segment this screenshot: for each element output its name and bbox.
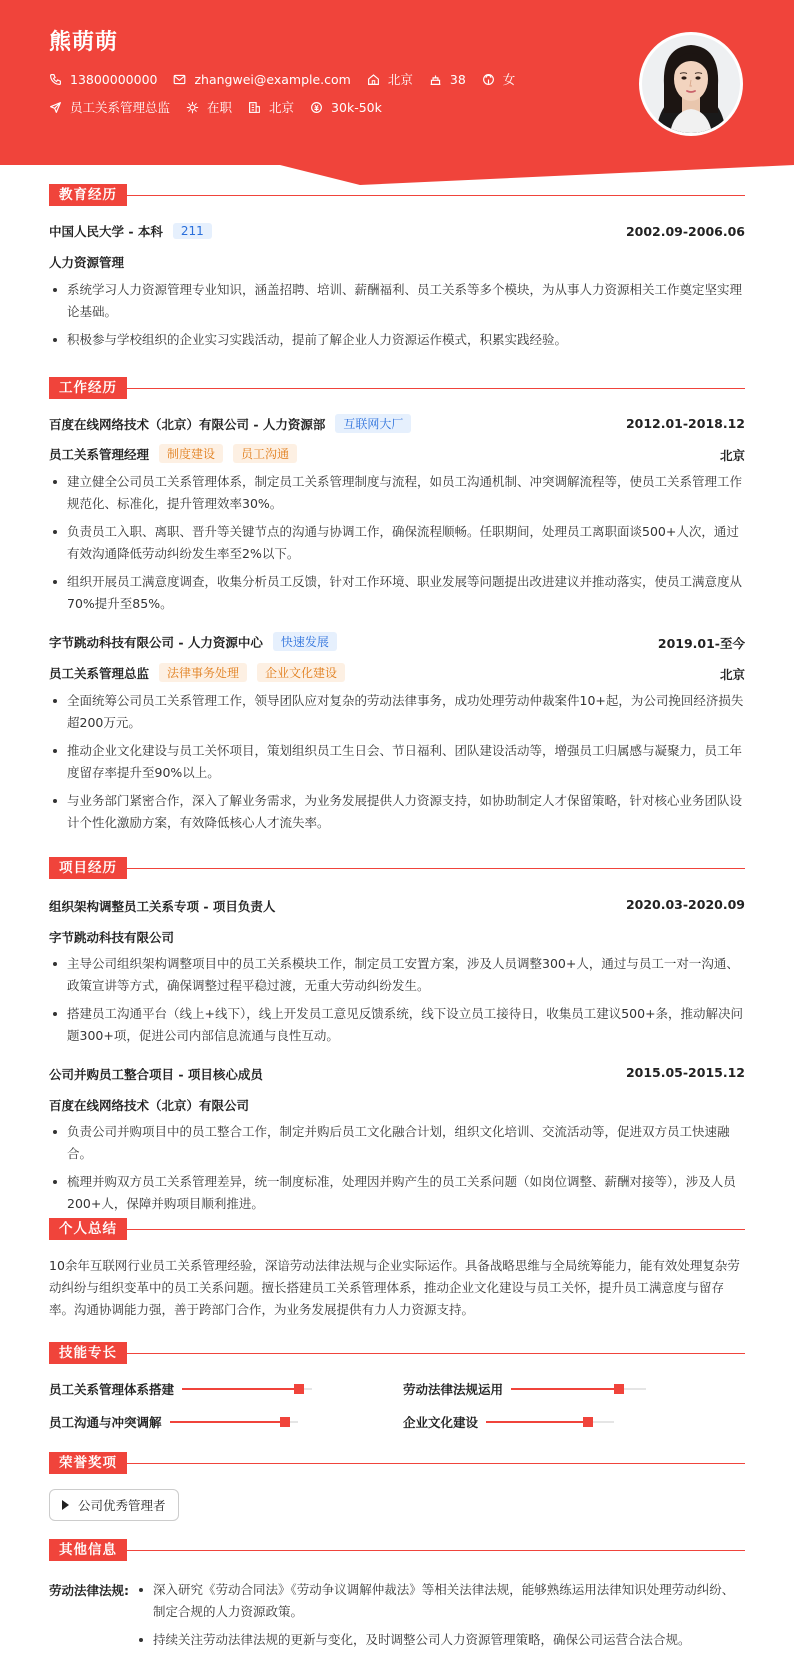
section-divider: [49, 1353, 745, 1354]
building-icon: [248, 101, 261, 114]
city-text: 北京: [387, 72, 413, 87]
skill-bar-knob: [614, 1384, 624, 1394]
company-badge: 快速发展: [273, 632, 337, 651]
section-title: 工作经历: [49, 377, 127, 399]
skill-tag: 员工沟通: [233, 444, 297, 463]
city-item: [367, 70, 413, 88]
phone-text: 13800000000: [70, 71, 158, 87]
skill-bar-knob: [294, 1384, 304, 1394]
skill-tag: 制度建设: [159, 444, 223, 463]
skill-tag: 企业文化建设: [257, 663, 345, 682]
section-divider: [49, 1463, 745, 1464]
work-bullets: [49, 690, 745, 840]
age-item: [429, 72, 466, 87]
work-location: 北京: [719, 448, 745, 463]
phone-icon: [49, 73, 62, 86]
age-text: 38: [449, 71, 466, 87]
target-city-text: 北京: [269, 100, 295, 115]
list-item: 组织开展员工满意度调查，收集分析员工反馈，针对工作环境、职业发展等问题提出改进建议并推动落实，使员工满意度从70%提升至85%。: [49, 571, 745, 615]
honor-label: 公司优秀管理者: [78, 1498, 166, 1513]
skill-name: 员工关系管理体系搭建: [49, 1382, 175, 1397]
list-item: 系统学习人力资源管理专业知识，涵盖招聘、培训、薪酬福利、员工关系等多个模块，为从事人力资源相关工作奠定坚实理论基础。: [49, 279, 745, 323]
skill-bar-fill: [511, 1388, 619, 1390]
work-date: 2019.01-至今: [657, 636, 745, 651]
list-item: 主导公司组织架构调整项目中的员工关系模块工作，制定员工安置方案，涉及人员调整300+人，通过与员工一对一沟通、政策宣讲等方式，确保调整过程平稳过渡，无重大劳动纠纷发生。: [49, 953, 745, 997]
work-company: [49, 632, 337, 651]
job-title: 员工关系管理经理: [49, 446, 150, 462]
education-school: [49, 222, 212, 240]
mail-icon: [173, 73, 186, 86]
list-item: 持续关注劳动法律法规的更新与变化，及时调整公司人力资源管理策略，确保公司运营合法合规。: [137, 1629, 745, 1651]
job-title: 员工关系管理总监: [49, 665, 150, 681]
triangle-icon: [62, 1500, 69, 1510]
work-company: [49, 414, 411, 433]
work-location: 北京: [719, 667, 745, 682]
section-summary: [49, 1218, 745, 1240]
section-other: [49, 1539, 745, 1561]
section-title: 荣誉奖项: [49, 1452, 127, 1474]
salary-item: [310, 100, 382, 115]
email-item: [173, 72, 350, 87]
section-education: [49, 184, 745, 206]
send-icon: [49, 101, 62, 114]
skill-bar-fill: [182, 1388, 299, 1390]
list-item: 深入研究《劳动合同法》《劳动争议调解仲裁法》等相关法律法规，能够熟练运用法律知识处理劳动纠纷、制定合规的人力资源政策。: [137, 1579, 745, 1623]
list-item: 搭建员工沟通平台（线上+线下），线上开发员工意见反馈系统，线下设立员工接待日，收集员工建议500+条，推动解决问题300+项，促进公司内部信息流通与良性互动。: [49, 1003, 745, 1047]
section-title: 其他信息: [49, 1539, 127, 1561]
skill-name: 劳动法律法规运用: [403, 1382, 504, 1397]
skill-bar-knob: [280, 1417, 290, 1427]
skill-name: 企业文化建设: [403, 1415, 479, 1430]
resume-header: [0, 0, 794, 165]
skill-item: [403, 1380, 646, 1398]
section-divider: [49, 195, 745, 196]
avatar: [639, 32, 743, 136]
other-bullets: [137, 1579, 745, 1657]
skill-tag: 法律事务处理: [159, 663, 247, 682]
section-skills: [49, 1342, 745, 1364]
position-text: 员工关系管理总监: [70, 100, 171, 115]
header-bottom-edge: [0, 165, 794, 185]
section-divider: [49, 388, 745, 389]
status-item: [186, 98, 232, 116]
candidate-name: 熊萌萌: [49, 30, 119, 55]
section-honors: [49, 1452, 745, 1474]
section-work: [49, 377, 745, 399]
section-divider: [49, 1550, 745, 1551]
education-bullets: [49, 279, 745, 357]
avatar-photo: [642, 35, 740, 133]
project-date: 2015.05-2015.12: [625, 1065, 745, 1080]
skill-bar: [182, 1388, 312, 1390]
home-icon: [367, 73, 380, 86]
section-title: 教育经历: [49, 184, 127, 206]
skill-bar: [486, 1421, 614, 1423]
skill-bar: [511, 1388, 646, 1390]
section-divider: [49, 1229, 745, 1230]
job-intent-row: [49, 98, 398, 116]
list-item: 全面统筹公司员工关系管理工作，领导团队应对复杂的劳动法律事务，成功处理劳动仲裁案件10+起，为公司挽回经济损失超200万元。: [49, 690, 745, 734]
other-label: 劳动法律法规:: [49, 1583, 129, 1598]
phone-item: [49, 72, 157, 87]
education-major: 人力资源管理: [49, 255, 125, 270]
list-item: 与业务部门紧密合作，深入了解业务需求，为业务发展提供人力资源支持，如协助制定人才保留策略，针对核心业务团队设计个性化激励方案，有效降低核心人才流失率。: [49, 790, 745, 834]
project-bullets: [49, 1121, 745, 1221]
portrait-illustration: [642, 35, 740, 133]
list-item: 推动企业文化建设与员工关怀项目，策划组织员工生日会、节日福利、团队建设活动等，增强员工归属感与凝聚力，员工年度留存率提升至90%以上。: [49, 740, 745, 784]
list-item: 负责员工入职、离职、晋升等关键节点的沟通与协调工作，确保流程顺畅。任职期间，处理员工离职面谈500+人次，通过有效沟通降低劳动纠纷发生率至2%以下。: [49, 521, 745, 565]
project-date: 2020.03-2020.09: [625, 897, 745, 912]
work-title: [49, 663, 345, 682]
list-item: 积极参与学校组织的企业实习实践活动，提前了解企业人力资源运作模式，积累实践经验。: [49, 329, 745, 351]
list-item: 负责公司并购项目中的员工整合工作，制定并购后员工文化融合计划，组织文化培训、交流活动等，促进双方员工快速融合。: [49, 1121, 745, 1165]
project-name: 公司并购员工整合项目 - 项目核心成员: [49, 1067, 263, 1082]
skill-item: [49, 1380, 312, 1398]
gender-text: 女: [502, 72, 516, 87]
work-date: 2012.01-2018.12: [625, 416, 745, 431]
age-icon: [429, 73, 442, 86]
skill-bar: [170, 1421, 298, 1423]
honor-item: [49, 1489, 179, 1521]
section-projects: [49, 857, 745, 879]
salary-text: 30k-50k: [331, 99, 382, 115]
skill-item: [49, 1413, 298, 1431]
skill-item: [403, 1413, 614, 1431]
project-company: 百度在线网络技术（北京）有限公司: [49, 1098, 250, 1113]
section-title: 技能专长: [49, 1342, 127, 1364]
company-name: 字节跳动科技有限公司 - 人力资源中心: [49, 634, 263, 650]
email-text: zhangwei@example.com: [194, 71, 351, 87]
target-city-item: [248, 98, 294, 116]
company-badge: 互联网大厂: [335, 414, 411, 433]
project-company: 字节跳动科技有限公司: [49, 930, 175, 945]
gender-icon: [482, 73, 495, 86]
contact-row: [49, 70, 531, 88]
status-icon: [186, 101, 199, 114]
position-item: [49, 98, 170, 116]
project-bullets: [49, 953, 745, 1053]
list-item: 梳理并购双方员工关系管理差异，统一制度标准，处理因并购产生的员工关系问题（如岗位调整、薪酬对接等），涉及人员200+人，保障并购项目顺利推进。: [49, 1171, 745, 1215]
school-name: 中国人民大学 - 本科: [49, 224, 163, 239]
company-name: 百度在线网络技术（北京）有限公司 - 人力资源部: [49, 416, 326, 432]
skill-bar-fill: [170, 1421, 285, 1423]
work-bullets: [49, 471, 745, 621]
section-title: 项目经历: [49, 857, 127, 879]
education-date: 2002.09-2006.06: [625, 224, 745, 239]
project-name: 组织架构调整员工关系专项 - 项目负责人: [49, 899, 276, 914]
skill-bar-knob: [583, 1417, 593, 1427]
school-badge: 211: [173, 223, 212, 239]
list-item: 建立健全公司员工关系管理体系，制定员工关系管理制度与流程，如员工沟通机制、冲突调解流程等，使员工关系管理工作规范化、标准化，提升管理效率30%。: [49, 471, 745, 515]
status-text: 在职: [207, 100, 233, 115]
section-divider: [49, 868, 745, 869]
skill-name: 员工沟通与冲突调解: [49, 1415, 162, 1430]
summary-text: 10余年互联网行业员工关系管理经验，深谙劳动法律法规与企业实际运作。具备战略思维与全局统筹能力，能有效处理复杂劳动纠纷与组织变革中的员工关系问题。擅长搭建员工关系管理体系，推动企业文化建设与员工关怀，提升员工满意度与留存率。沟通协调能力强，善于跨部门合作，为业务发展提供有力人力资源支持。: [49, 1258, 740, 1317]
skill-bar-fill: [486, 1421, 588, 1423]
work-title: [49, 444, 297, 463]
section-title: 个人总结: [49, 1218, 127, 1240]
gender-item: [482, 70, 516, 88]
salary-icon: [310, 101, 323, 114]
